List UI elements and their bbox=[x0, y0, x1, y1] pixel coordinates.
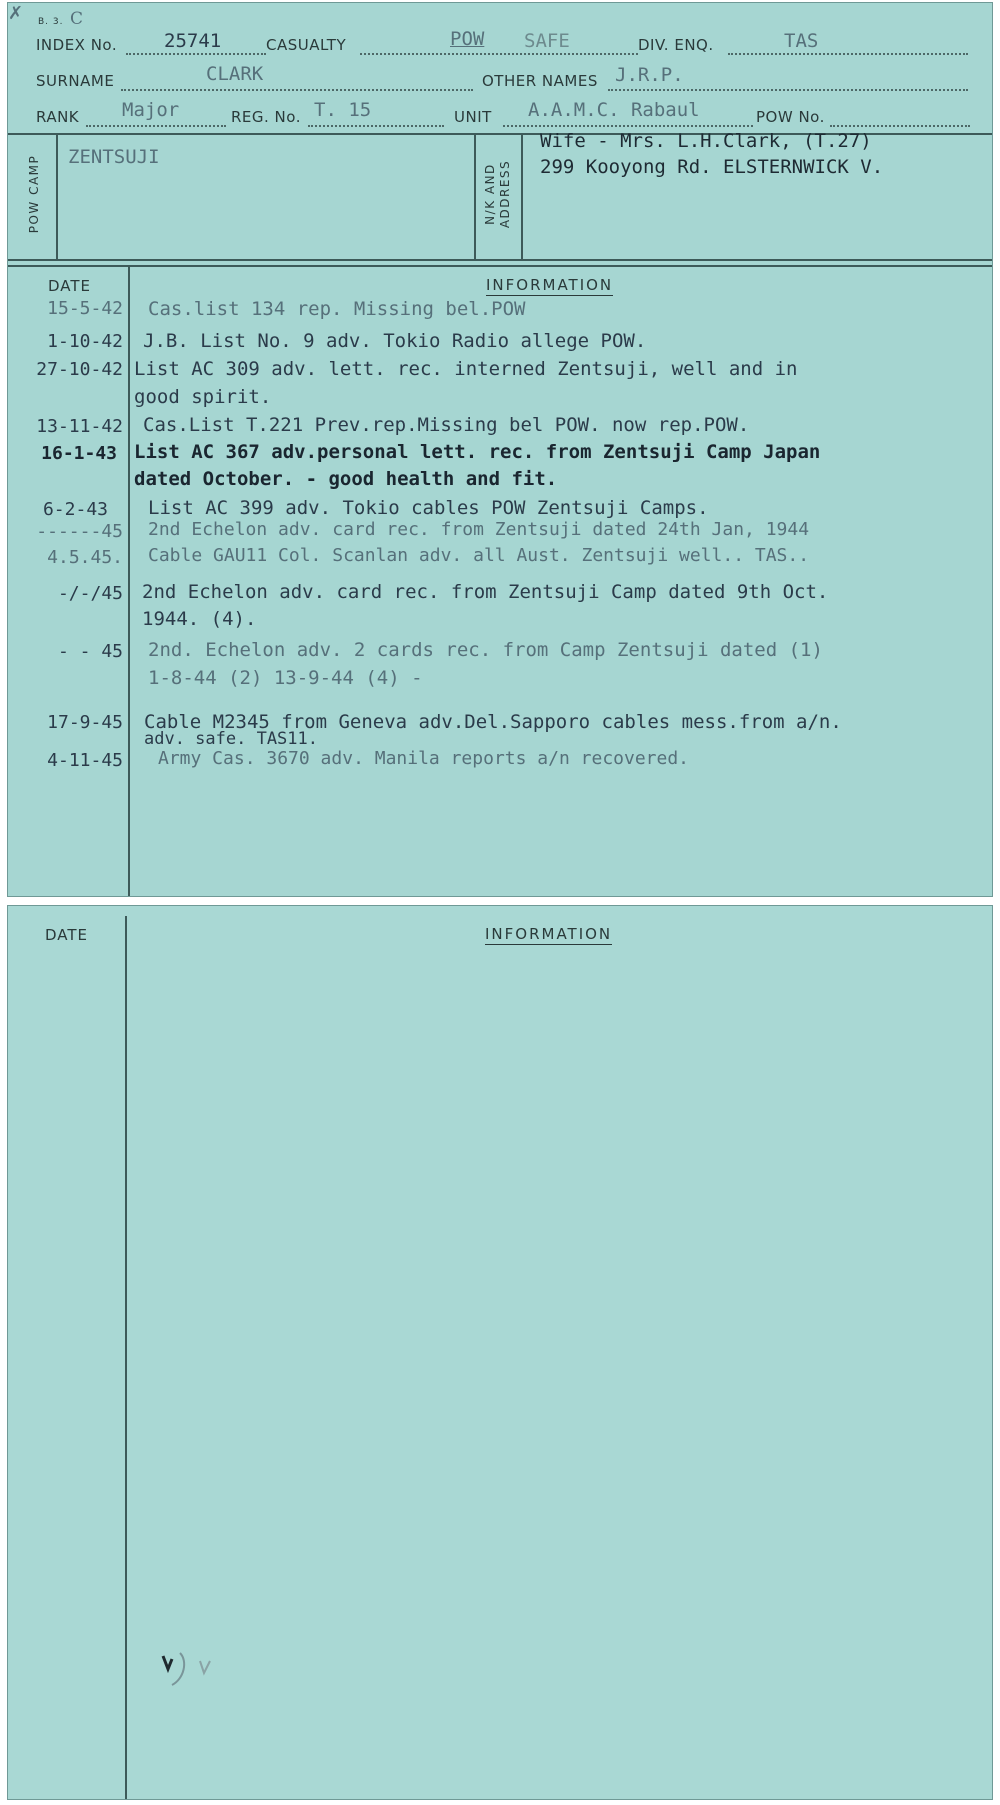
entry-date: 15-5-42 bbox=[47, 298, 123, 319]
information-header: INFORMATION bbox=[486, 276, 614, 294]
entry-date: -/-/45 bbox=[57, 583, 123, 604]
rank-label: RANK bbox=[36, 108, 80, 126]
nok-address-line1: Wife - Mrs. L.H.Clark, (T.27) bbox=[540, 130, 872, 152]
entry-text: 1-8-44 (2) 13-9-44 (4) - bbox=[148, 667, 423, 689]
card-back bbox=[7, 905, 993, 1800]
unit-value: A.A.M.C. Rabaul bbox=[528, 99, 700, 121]
entry-text: 1944. (4). bbox=[142, 608, 257, 630]
entry-text: Cas.list 134 rep. Missing bel.POW bbox=[148, 298, 526, 320]
entry-text: Cable M2345 from Geneva adv.Del.Sapporo cables mess.from a/n. bbox=[144, 711, 842, 733]
entry-text: adv. safe. TAS11. bbox=[144, 729, 318, 749]
entry-text: Cable GAU11 Col. Scanlan adv. all Aust. Zentsuji well.. TAS.. bbox=[148, 545, 810, 566]
other-names-value: J.R.P. bbox=[615, 64, 684, 86]
pow-camp-value: ZENTSUJI bbox=[68, 146, 160, 168]
casualty-value-safe: SAFE bbox=[524, 30, 570, 52]
entry-text: 2nd Echelon adv. card rec. from Zentsuji dated 24th Jan, 1944 bbox=[148, 519, 810, 540]
back-date-header: DATE bbox=[45, 926, 89, 944]
rank-value: Major bbox=[122, 99, 180, 121]
other-names-label: OTHER NAMES bbox=[482, 72, 598, 90]
entry-text: List AC 367 adv.personal lett. rec. from Zentsuji Camp Japan bbox=[134, 441, 821, 463]
surname-label: SURNAME bbox=[36, 72, 115, 90]
form-code-handwritten: C bbox=[70, 9, 84, 29]
entry-text: dated October. - good health and fit. bbox=[134, 468, 558, 490]
nok-label-line1: N/K AND bbox=[483, 163, 497, 225]
entry-date: 4-11-45 bbox=[47, 750, 123, 771]
reg-no-value: T. 15 bbox=[314, 99, 372, 121]
casualty-value: POW bbox=[450, 28, 485, 50]
surname-value: CLARK bbox=[206, 63, 264, 85]
entry-date: ------45 bbox=[36, 521, 123, 542]
entry-text: List AC 309 adv. lett. rec. interned Zentsuji, well and in bbox=[134, 358, 798, 380]
entry-date: 13-11-42 bbox=[36, 416, 123, 437]
nok-address-line2: 299 Kooyong Rd. ELSTERNWICK V. bbox=[540, 156, 884, 178]
entry-text: J.B. List No. 9 adv. Tokio Radio allege POW. bbox=[143, 330, 647, 352]
entry-date: 4.5.45. bbox=[47, 547, 123, 568]
nok-label bbox=[483, 144, 513, 244]
entry-date: 27-10-42 bbox=[36, 359, 123, 380]
index-value: 25741 bbox=[164, 30, 222, 52]
back-information-header: INFORMATION bbox=[485, 925, 613, 943]
pow-camp-label: POW CAMP bbox=[27, 154, 41, 234]
reg-no-label: REG. No. bbox=[231, 108, 301, 126]
entry-date: 16-1-43 bbox=[41, 443, 117, 464]
nok-label-line2: ADDRESS bbox=[498, 159, 512, 229]
index-label: INDEX No. bbox=[36, 36, 118, 54]
unit-label: UNIT bbox=[454, 108, 492, 126]
entry-text: good spirit. bbox=[134, 386, 272, 408]
entry-text: Cas.List T.221 Prev.rep.Missing bel POW. now rep.POW. bbox=[143, 414, 750, 436]
entry-date: 1-10-42 bbox=[47, 331, 123, 352]
casualty-label: CASUALTY bbox=[266, 36, 347, 54]
entry-text: List AC 399 adv. Tokio cables POW Zentsuji Camps. bbox=[148, 497, 709, 519]
entry-date: 6-2-43 bbox=[42, 499, 108, 520]
card-front bbox=[7, 2, 993, 897]
date-header: DATE bbox=[48, 277, 92, 295]
pow-no-label: POW No. bbox=[756, 108, 825, 126]
handwritten-mark bbox=[158, 1651, 228, 1691]
entry-text: Army Cas. 3670 adv. Manila reports a/n recovered. bbox=[158, 748, 690, 769]
entry-text: 2nd. Echelon adv. 2 cards rec. from Camp Zentsuji dated (1) bbox=[148, 639, 823, 661]
entry-text: 2nd Echelon adv. card rec. from Zentsuji Camp dated 9th Oct. bbox=[142, 581, 829, 603]
div-enq-label: DIV. ENQ. bbox=[638, 36, 714, 54]
form-code: B. 3. bbox=[38, 17, 64, 27]
handwritten-mark: ✗ bbox=[8, 3, 24, 24]
entry-date: 17-9-45 bbox=[47, 712, 123, 733]
entry-date: - - 45 bbox=[57, 641, 123, 662]
div-enq-value: TAS bbox=[784, 30, 819, 52]
